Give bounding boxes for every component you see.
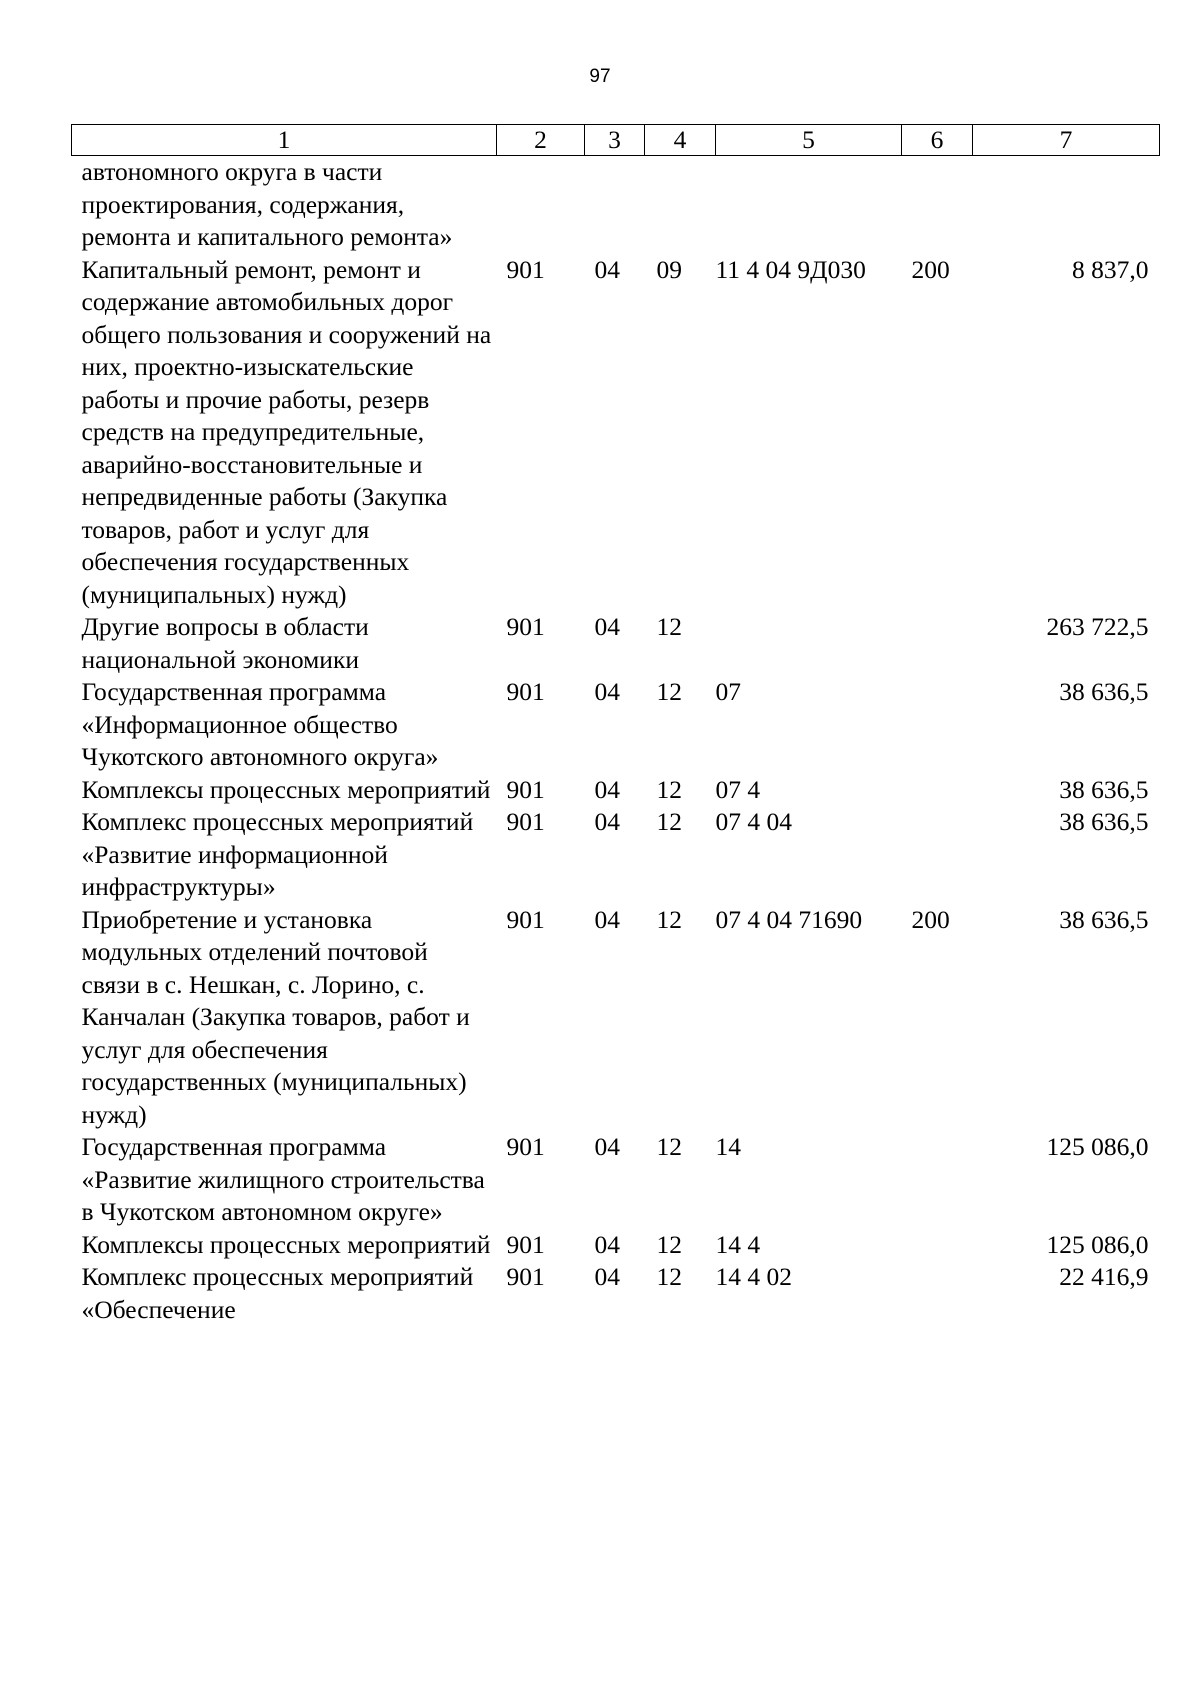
- row-expense-type: [902, 611, 973, 676]
- row-expense-type: [902, 156, 973, 254]
- row-subsection: 12: [656, 1132, 682, 1161]
- row-expense-type: [902, 1261, 973, 1326]
- row-target-article: 11 4 04 9Д030: [715, 254, 866, 284]
- row-amount: 22 416,9: [1059, 1262, 1149, 1291]
- header-col-5: 5: [716, 125, 902, 156]
- row-grbs: 901: [506, 774, 545, 804]
- row-subsection: 12: [656, 774, 682, 804]
- row-section: [585, 156, 645, 254]
- row-subsection: 12: [656, 807, 682, 836]
- row-name: Комплекс процессных мероприятий «Развитие информационной инфраструктуры»: [81, 807, 474, 901]
- table-row: [72, 806, 1160, 904]
- row-grbs: 901: [506, 1132, 545, 1161]
- row-grbs: 901: [506, 807, 545, 836]
- table-row: [72, 904, 1160, 1132]
- row-grbs: 901: [506, 1229, 545, 1259]
- header-col-2: 2: [497, 125, 585, 156]
- header-col-4: 4: [645, 125, 716, 156]
- row-expense-type: [902, 806, 973, 904]
- row-expense-type: [902, 676, 973, 774]
- row-name: автономного округа в части проектирования, содержания, ремонта и капитального ремонта»: [81, 157, 453, 251]
- header-row: [72, 125, 1160, 156]
- row-expense-type: 200: [911, 254, 950, 284]
- row-grbs: 901: [506, 904, 545, 934]
- header-col-1: 1: [72, 125, 497, 156]
- row-name: Государственная программа «Информационное общество Чукотского автономного округа»: [81, 677, 439, 771]
- row-expense-type: 200: [911, 904, 950, 934]
- table-row: [72, 254, 1160, 612]
- row-name: Комплекс процессных мероприятий «Обеспечение: [81, 1262, 474, 1324]
- row-name: Капитальный ремонт, ремонт и содержание автомобильных дорог общего пользования и сооружений на них, проектно-изыскательские работы и прочие работы, резерв средств на предупредительные, аварийно-восстановительные и непредвиденные работы (Закупка товаров, работ и услуг для обеспечения государственных (муниципальных) нужд): [81, 254, 492, 609]
- row-section: 04: [594, 1262, 620, 1291]
- row-target-article: 07: [715, 677, 741, 706]
- table-row: [72, 156, 1160, 254]
- row-subsection: 12: [656, 1229, 682, 1259]
- budget-table: [71, 124, 1160, 1326]
- row-section: 04: [594, 1229, 620, 1259]
- row-amount: 8 837,0: [1072, 254, 1149, 284]
- row-amount: 263 722,5: [1046, 612, 1149, 641]
- table-row: [72, 611, 1160, 676]
- row-target-article: 07 4 04: [715, 807, 792, 836]
- row-target-article: 14 4: [715, 1229, 761, 1259]
- row-target-article: [716, 611, 902, 676]
- row-name: Приобретение и установка модульных отделений почтовой связи в с. Нешкан, с. Лорино, с. Канчалан (Закупка товаров, работ и услуг для обеспечения государственных (муниципальных) нужд): [81, 904, 470, 1129]
- table-row: [72, 774, 1160, 807]
- row-name: Комплексы процессных мероприятий: [81, 774, 491, 804]
- row-subsection: [645, 156, 716, 254]
- row-section: 04: [594, 254, 620, 284]
- table-row: [72, 1229, 1160, 1262]
- row-amount: 38 636,5: [1059, 904, 1149, 934]
- row-grbs: 901: [506, 612, 545, 641]
- row-name: Государственная программа «Развитие жилищного строительства в Чукотском автономном округе»: [81, 1132, 485, 1226]
- row-name: Другие вопросы в области национальной экономики: [81, 612, 369, 674]
- table-body: [72, 156, 1160, 1327]
- row-amount: 38 636,5: [1059, 677, 1149, 706]
- row-name: Комплексы процессных мероприятий: [81, 1229, 491, 1259]
- table-row: [72, 1261, 1160, 1326]
- page-number: 97: [589, 66, 611, 87]
- row-subsection: 12: [656, 1262, 682, 1291]
- header-col-6: 6: [902, 125, 973, 156]
- row-amount: 125 086,0: [1046, 1229, 1149, 1259]
- row-grbs: 901: [506, 677, 545, 706]
- row-expense-type: [902, 1131, 973, 1229]
- row-section: 04: [594, 1132, 620, 1161]
- row-target-article: 07 4 04 71690: [715, 904, 863, 934]
- header-col-3: 3: [585, 125, 645, 156]
- row-expense-type: [902, 1229, 973, 1262]
- row-section: 04: [594, 774, 620, 804]
- row-target-article: 14: [715, 1132, 741, 1161]
- row-section: 04: [594, 807, 620, 836]
- row-section: 04: [594, 677, 620, 706]
- row-subsection: 12: [656, 677, 682, 706]
- row-subsection: 09: [656, 254, 682, 284]
- row-amount: 38 636,5: [1059, 807, 1149, 836]
- row-target-article: 07 4: [715, 774, 761, 804]
- row-target-article: 14 4 02: [715, 1262, 792, 1291]
- row-subsection: 12: [656, 612, 682, 641]
- row-grbs: 901: [506, 1262, 545, 1291]
- row-section: 04: [594, 612, 620, 641]
- table-header: [72, 125, 1160, 156]
- header-col-7: 7: [973, 125, 1160, 156]
- row-subsection: 12: [656, 904, 682, 934]
- row-section: 04: [594, 904, 620, 934]
- row-target-article: [716, 156, 902, 254]
- row-grbs: 901: [506, 254, 545, 284]
- row-amount: [973, 156, 1160, 254]
- table-row: [72, 676, 1160, 774]
- row-amount: 125 086,0: [1046, 1132, 1149, 1161]
- row-amount: 38 636,5: [1059, 774, 1149, 804]
- row-expense-type: [902, 774, 973, 807]
- table-row: [72, 1131, 1160, 1229]
- row-grbs: [497, 156, 585, 254]
